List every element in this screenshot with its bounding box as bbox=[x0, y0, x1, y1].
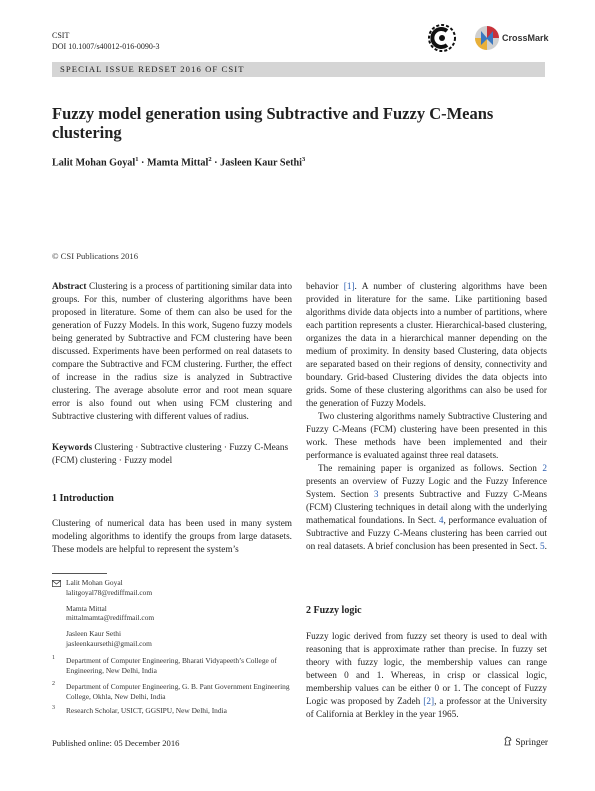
crossmark-icon bbox=[474, 25, 500, 51]
affiliation-3 bbox=[52, 706, 302, 716]
abstract bbox=[52, 281, 292, 424]
affil-text: Department of Computer Engineering, G. B. Pant Government Engineering College, Okhla, New Delhi, India bbox=[66, 682, 290, 701]
text-run: The remaining paper is organized as follows. Section bbox=[318, 464, 543, 474]
email-link[interactable]: jasleenkaursethi@gmail.com bbox=[66, 638, 152, 648]
section-link[interactable]: 4 bbox=[438, 516, 444, 526]
keywords-text: Clustering · Subtractive clustering · Fuzzy C-Means (FCM) clustering · Fuzzy model bbox=[52, 443, 289, 466]
springer-horse-icon bbox=[503, 736, 513, 746]
footnote-rule bbox=[52, 573, 107, 574]
affil-mark: 2 bbox=[208, 156, 212, 163]
text-run: presents Subtractive and Fuzzy C-Means (FCM) Clustering techniques in detail along with the underlying mathematical foundations. In Sect. bbox=[306, 490, 547, 526]
crossmark-logo[interactable] bbox=[474, 25, 549, 51]
author-name[interactable]: Jasleen Kaur Sethi bbox=[220, 157, 302, 169]
text-run: . bbox=[544, 542, 547, 552]
abstract-text: Clustering is a process of partitioning similar data into groups. For this, number of clustering algorithms have been proposed in literature. Some of them can also be used for the generation of Fuzzy Models. In this work, Sugeno fuzzy models being generated by Subtractive and FCM clustering have been discussed. Experiments have been performed on real datasets to compare the Subtractive and FCM clustering. Further, the effect of increase in the radius size is analyzed in Subtractive clustering. The average absolute error and root mean square error is also found out when using FCM clustering and Subtractive clustering with different values of radius. bbox=[52, 282, 293, 422]
paragraph: Two clustering algorithms namely Subtractive Clustering and Fuzzy C-Means (FCM) clustering have been presented in this work. These methods have been implemented and their performance is evaluated against three real datasets. bbox=[306, 412, 547, 461]
affil-text: Research Scholar, USICT, GGSIPU, New Delhi, India bbox=[66, 706, 227, 715]
publisher-name: Springer bbox=[515, 738, 549, 748]
keywords-label: Keywords bbox=[52, 443, 93, 453]
text-run: behavior bbox=[306, 282, 344, 292]
affil-number: 3 bbox=[52, 705, 55, 711]
author-name: Jasleen Kaur Sethi bbox=[66, 629, 122, 639]
issue-band bbox=[52, 62, 545, 77]
envelope-icon bbox=[52, 580, 61, 587]
section-link[interactable]: 3 bbox=[373, 490, 379, 500]
journal-name: CSIT bbox=[52, 31, 70, 40]
doi: DOI 10.1007/s40012-016-0090-3 bbox=[52, 42, 160, 51]
fuzzy-logic-paragraph bbox=[306, 631, 547, 722]
correspondence bbox=[52, 578, 302, 649]
text-run: , a professor at the University of California at Berkley in the year 1965. bbox=[306, 697, 547, 720]
paper-title: Fuzzy model generation using Subtractive and Fuzzy C-Means clustering bbox=[52, 104, 494, 142]
author-name: Lalit Mohan Goyal bbox=[66, 578, 123, 587]
section-heading: 2 Fuzzy logic bbox=[306, 605, 362, 616]
section-heading: 1 Introduction bbox=[52, 493, 114, 504]
citation-link[interactable]: [1] bbox=[343, 282, 355, 292]
affil-mark: 3 bbox=[302, 156, 306, 163]
intro-paragraph: Clustering of numerical data has been used in many system modeling algorithms to identify the groups from large datasets. These models are helpful to represent the system’s bbox=[52, 519, 292, 555]
author-name[interactable]: Mamta Mittal bbox=[146, 157, 209, 169]
affil-number: 1 bbox=[52, 655, 55, 661]
text-run: . A number of clustering algorithms have been provided in literature for the same. Like partitioning based algorithms divide data objects into a number of partitions, where each partition represents a cluster. Hierarchical-based clustering, organizes the data in a hierarchical manner depending on the medium of proximity. In density based Clustering, data objects are separated based on their regions of density, connectivity and boundary. Grid-based Clustering divides the data objects into grids. Some of these clustering algorithms can also be used for the generation of Fuzzy Models. bbox=[306, 282, 547, 409]
intro-continued bbox=[306, 281, 547, 554]
affil-number: 2 bbox=[52, 681, 55, 687]
affiliation-1 bbox=[52, 656, 302, 676]
section-link[interactable]: 5 bbox=[540, 542, 545, 552]
author-line bbox=[52, 156, 305, 168]
email-link[interactable]: mittalmamta@rediffmail.com bbox=[66, 613, 155, 623]
crossmark-label: CrossMark bbox=[502, 33, 549, 43]
author-name: Mamta Mittal bbox=[66, 603, 107, 613]
affil-text: Department of Computer Engineering, Bharati Vidyapeeth’s College of Engineering, New Delhi, India bbox=[66, 656, 277, 675]
springer-logo bbox=[503, 736, 548, 748]
author-separator: · bbox=[138, 157, 147, 169]
text-run: , performance evaluation of Subtractive and Fuzzy C-Means clustering has been carried out on real datasets. A brief conclusion has been presented in Sect. bbox=[306, 516, 547, 552]
author-separator: · bbox=[211, 157, 221, 169]
email-link[interactable]: lalitgoyal78@rediffmail.com bbox=[66, 587, 153, 597]
abstract-label: Abstract bbox=[52, 282, 87, 292]
affiliation-2 bbox=[52, 682, 302, 702]
text-run: Fuzzy logic derived from fuzzy set theory is used to deal with reasoning that is approximate rather than precise. In fuzzy set theory with fuzzy logic, the membership values can range between 0 and 1. Whereas, in crisp or classical logic, membership values can be either 0 or 1. The concept of Fuzzy Logic was proposed by Zadeh bbox=[306, 632, 547, 707]
copyright: © CSI Publications 2016 bbox=[52, 251, 139, 261]
keywords bbox=[52, 442, 292, 468]
published-online: Published online: 05 December 2016 bbox=[52, 738, 180, 748]
publisher-logo-icon bbox=[425, 22, 459, 54]
text-run: presents an overview of Fuzzy Logic and the Fuzzy Inference System. Section bbox=[306, 477, 547, 500]
author-name[interactable]: Lalit Mohan Goyal bbox=[52, 157, 136, 169]
section-link[interactable]: 2 bbox=[542, 464, 547, 474]
citation-link[interactable]: [2] bbox=[423, 697, 435, 707]
issue-band-label: SPECIAL ISSUE REDSET 2016 OF CSIT bbox=[60, 64, 245, 74]
affil-mark: 1 bbox=[135, 156, 139, 163]
